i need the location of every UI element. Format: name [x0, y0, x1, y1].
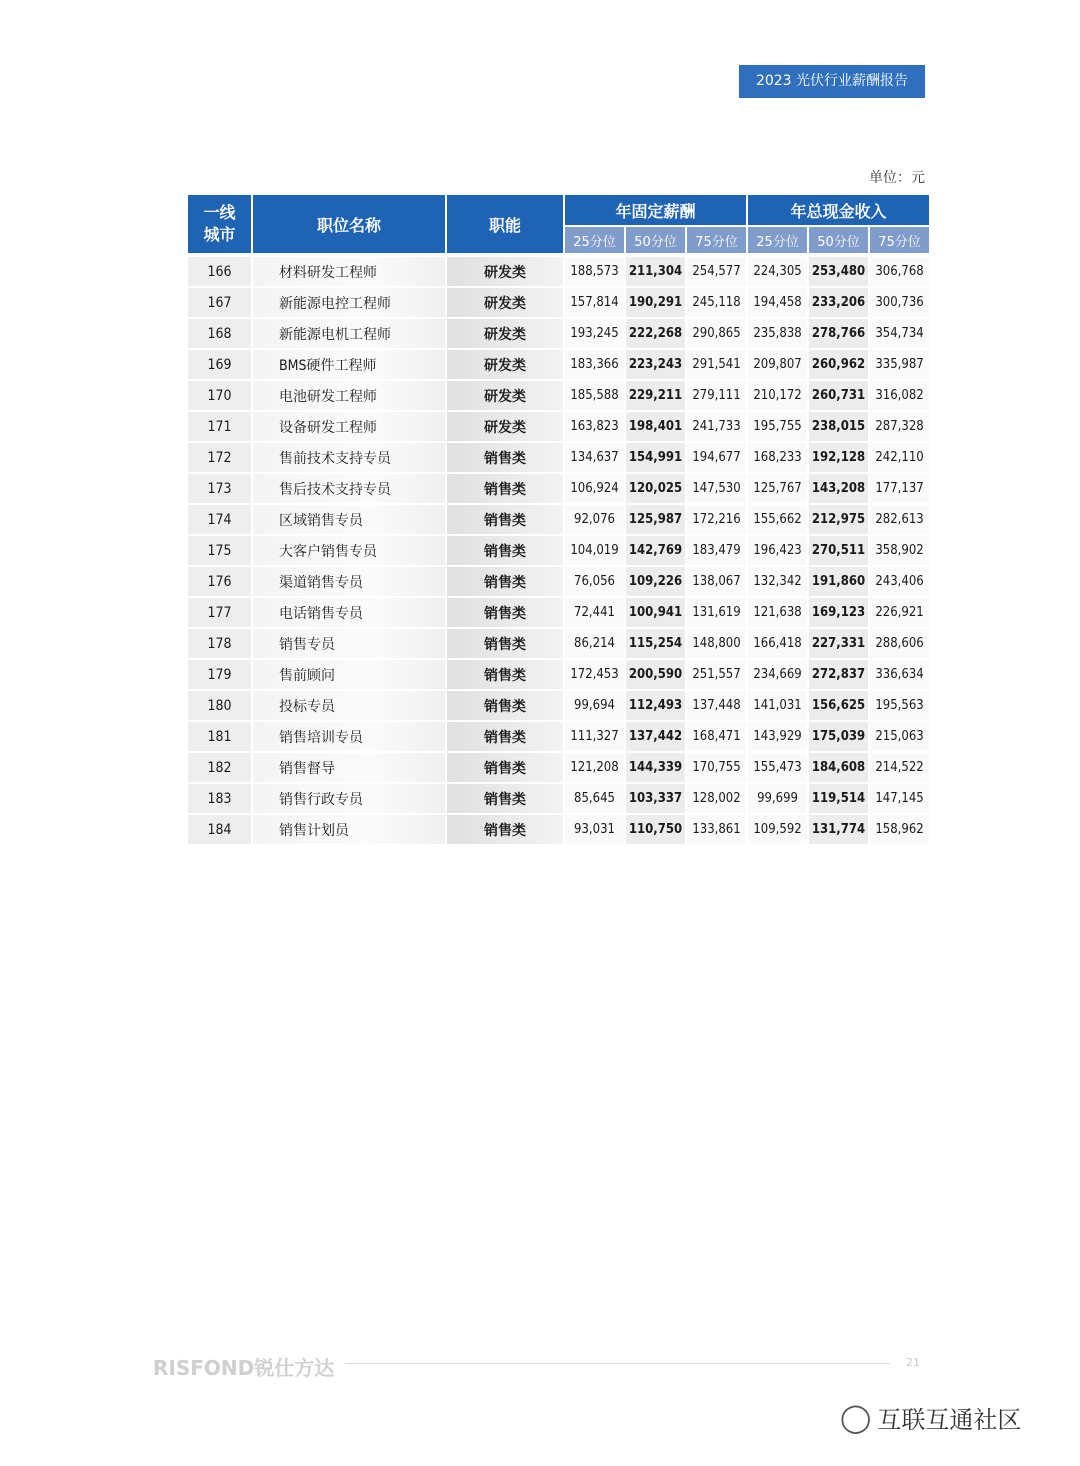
table-row — [188, 443, 929, 474]
cell-function: 销售类 — [447, 536, 563, 567]
cell-total-p50: 270,511 — [809, 536, 868, 567]
cell-job-title: 投标专员 — [253, 691, 445, 722]
table-row — [188, 319, 929, 350]
cell-total-p50: 191,860 — [809, 567, 868, 598]
cell-city-no: 170 — [188, 381, 251, 412]
cell-total-p50: 238,015 — [809, 412, 868, 443]
wechat-icon: ◯ — [840, 1401, 872, 1434]
cell-fixed-p50: 198,401 — [626, 412, 685, 443]
cell-total-p25: 166,418 — [748, 629, 807, 660]
cell-function: 研发类 — [447, 319, 563, 350]
unit-label: 单位：元 — [869, 170, 925, 186]
cell-total-p75: 288,606 — [870, 629, 929, 660]
cell-function: 销售类 — [447, 691, 563, 722]
watermark — [840, 1400, 1021, 1435]
cell-fixed-p75: 254,577 — [687, 253, 746, 288]
table-row — [188, 660, 929, 691]
cell-total-p75: 358,902 — [870, 536, 929, 567]
cell-job-title: 大客户销售专员 — [253, 536, 445, 567]
cell-city-no: 166 — [188, 253, 251, 288]
table-row — [188, 629, 929, 660]
cell-function: 研发类 — [447, 253, 563, 288]
cell-fixed-p25: 193,245 — [565, 319, 624, 350]
watermark-text: 互联互通社区 — [877, 1406, 1022, 1434]
cell-city-no: 175 — [188, 536, 251, 567]
cell-fixed-p50: 125,987 — [626, 505, 685, 536]
cell-total-p75: 158,962 — [870, 815, 929, 846]
cell-fixed-p50: 110,750 — [626, 815, 685, 846]
header-total-p25: 25分位 — [748, 227, 807, 253]
cell-city-no: 177 — [188, 598, 251, 629]
header-fixed-p25: 25分位 — [565, 227, 624, 253]
cell-fixed-p75: 172,216 — [687, 505, 746, 536]
cell-fixed-p75: 241,733 — [687, 412, 746, 443]
cell-total-p25: 194,458 — [748, 288, 807, 319]
cell-job-title: 新能源电控工程师 — [253, 288, 445, 319]
cell-total-p50: 253,480 — [809, 253, 868, 288]
cell-job-title: 新能源电机工程师 — [253, 319, 445, 350]
cell-total-p75: 226,921 — [870, 598, 929, 629]
table-row — [188, 381, 929, 412]
cell-fixed-p50: 109,226 — [626, 567, 685, 598]
header-city: 一线 城市 — [188, 195, 251, 253]
cell-fixed-p75: 170,755 — [687, 753, 746, 784]
cell-city-no: 172 — [188, 443, 251, 474]
cell-total-p75: 300,736 — [870, 288, 929, 319]
cell-total-p25: 168,233 — [748, 443, 807, 474]
cell-total-p25: 155,662 — [748, 505, 807, 536]
cell-fixed-p50: 154,991 — [626, 443, 685, 474]
cell-fixed-p75: 128,002 — [687, 784, 746, 815]
table-body — [188, 253, 929, 846]
cell-fixed-p25: 72,441 — [565, 598, 624, 629]
cell-total-p50: 260,962 — [809, 350, 868, 381]
cell-total-p75: 336,634 — [870, 660, 929, 691]
header-function: 职能 — [447, 195, 563, 253]
cell-total-p75: 243,406 — [870, 567, 929, 598]
cell-city-no: 167 — [188, 288, 251, 319]
cell-total-p25: 99,699 — [748, 784, 807, 815]
cell-total-p50: 175,039 — [809, 722, 868, 753]
cell-city-no: 171 — [188, 412, 251, 443]
cell-job-title: 售前技术支持专员 — [253, 443, 445, 474]
cell-job-title: 销售培训专员 — [253, 722, 445, 753]
cell-job-title: 电话销售专员 — [253, 598, 445, 629]
cell-function: 研发类 — [447, 288, 563, 319]
header-total-p75: 75分位 — [870, 227, 929, 253]
table-row — [188, 722, 929, 753]
cell-total-p75: 242,110 — [870, 443, 929, 474]
cell-fixed-p75: 148,800 — [687, 629, 746, 660]
cell-function: 研发类 — [447, 350, 563, 381]
header-total-cash: 年总现金收入 — [748, 195, 929, 227]
cell-total-p50: 260,731 — [809, 381, 868, 412]
cell-fixed-p50: 223,243 — [626, 350, 685, 381]
cell-fixed-p50: 120,025 — [626, 474, 685, 505]
cell-function: 销售类 — [447, 443, 563, 474]
cell-fixed-p50: 115,254 — [626, 629, 685, 660]
cell-total-p75: 354,734 — [870, 319, 929, 350]
cell-total-p25: 155,473 — [748, 753, 807, 784]
cell-total-p25: 132,342 — [748, 567, 807, 598]
cell-job-title: 销售专员 — [253, 629, 445, 660]
table-row — [188, 350, 929, 381]
cell-fixed-p25: 99,694 — [565, 691, 624, 722]
cell-function: 销售类 — [447, 753, 563, 784]
cell-fixed-p25: 111,327 — [565, 722, 624, 753]
cell-function: 销售类 — [447, 815, 563, 846]
cell-total-p75: 177,137 — [870, 474, 929, 505]
cell-total-p50: 233,206 — [809, 288, 868, 319]
footer-divider — [345, 1363, 890, 1364]
table-row — [188, 536, 929, 567]
cell-fixed-p75: 183,479 — [687, 536, 746, 567]
cell-job-title: 销售督导 — [253, 753, 445, 784]
cell-total-p25: 235,838 — [748, 319, 807, 350]
table-row — [188, 288, 929, 319]
cell-total-p75: 214,522 — [870, 753, 929, 784]
table-row — [188, 253, 929, 288]
cell-function: 研发类 — [447, 381, 563, 412]
cell-function: 销售类 — [447, 567, 563, 598]
cell-function: 销售类 — [447, 474, 563, 505]
cell-fixed-p25: 92,076 — [565, 505, 624, 536]
cell-city-no: 180 — [188, 691, 251, 722]
cell-total-p50: 169,123 — [809, 598, 868, 629]
cell-total-p50: 227,331 — [809, 629, 868, 660]
cell-fixed-p25: 172,453 — [565, 660, 624, 691]
cell-total-p75: 147,145 — [870, 784, 929, 815]
cell-fixed-p75: 133,861 — [687, 815, 746, 846]
cell-job-title: BMS硬件工程师 — [253, 350, 445, 381]
cell-job-title: 售后技术支持专员 — [253, 474, 445, 505]
cell-fixed-p50: 137,442 — [626, 722, 685, 753]
cell-total-p75: 215,063 — [870, 722, 929, 753]
cell-function: 销售类 — [447, 629, 563, 660]
cell-city-no: 176 — [188, 567, 251, 598]
cell-total-p50: 119,514 — [809, 784, 868, 815]
cell-job-title: 渠道销售专员 — [253, 567, 445, 598]
cell-total-p50: 278,766 — [809, 319, 868, 350]
cell-total-p25: 210,172 — [748, 381, 807, 412]
cell-job-title: 材料研发工程师 — [253, 253, 445, 288]
table-row — [188, 567, 929, 598]
cell-function: 销售类 — [447, 722, 563, 753]
cell-city-no: 182 — [188, 753, 251, 784]
cell-fixed-p75: 251,557 — [687, 660, 746, 691]
cell-city-no: 179 — [188, 660, 251, 691]
cell-fixed-p75: 138,067 — [687, 567, 746, 598]
cell-city-no: 174 — [188, 505, 251, 536]
table-row — [188, 412, 929, 443]
cell-fixed-p75: 279,111 — [687, 381, 746, 412]
cell-total-p25: 224,305 — [748, 253, 807, 288]
cell-total-p25: 196,423 — [748, 536, 807, 567]
cell-fixed-p25: 188,573 — [565, 253, 624, 288]
table-row — [188, 784, 929, 815]
cell-fixed-p25: 93,031 — [565, 815, 624, 846]
cell-fixed-p25: 76,056 — [565, 567, 624, 598]
cell-fixed-p25: 106,924 — [565, 474, 624, 505]
header-job-title: 职位名称 — [253, 195, 445, 253]
cell-fixed-p25: 86,214 — [565, 629, 624, 660]
cell-fixed-p75: 168,471 — [687, 722, 746, 753]
cell-total-p50: 192,128 — [809, 443, 868, 474]
cell-fixed-p25: 163,823 — [565, 412, 624, 443]
page-number: 21 — [906, 1356, 920, 1369]
table-row — [188, 815, 929, 846]
cell-total-p25: 209,807 — [748, 350, 807, 381]
cell-job-title: 售前顾问 — [253, 660, 445, 691]
cell-total-p50: 212,975 — [809, 505, 868, 536]
cell-fixed-p50: 103,337 — [626, 784, 685, 815]
header-total-p50: 50分位 — [809, 227, 868, 253]
cell-total-p75: 195,563 — [870, 691, 929, 722]
cell-function: 销售类 — [447, 505, 563, 536]
cell-city-no: 183 — [188, 784, 251, 815]
cell-city-no: 178 — [188, 629, 251, 660]
cell-fixed-p50: 229,211 — [626, 381, 685, 412]
header-fixed-salary: 年固定薪酬 — [565, 195, 746, 227]
cell-total-p75: 335,987 — [870, 350, 929, 381]
cell-fixed-p50: 142,769 — [626, 536, 685, 567]
cell-fixed-p25: 183,366 — [565, 350, 624, 381]
cell-fixed-p75: 131,619 — [687, 598, 746, 629]
cell-total-p75: 316,082 — [870, 381, 929, 412]
cell-job-title: 电池研发工程师 — [253, 381, 445, 412]
cell-fixed-p25: 121,208 — [565, 753, 624, 784]
cell-total-p25: 125,767 — [748, 474, 807, 505]
cell-total-p25: 141,031 — [748, 691, 807, 722]
cell-fixed-p75: 194,677 — [687, 443, 746, 474]
cell-fixed-p50: 211,304 — [626, 253, 685, 288]
cell-fixed-p25: 104,019 — [565, 536, 624, 567]
cell-total-p25: 195,755 — [748, 412, 807, 443]
cell-total-p50: 184,608 — [809, 753, 868, 784]
cell-job-title: 设备研发工程师 — [253, 412, 445, 443]
cell-fixed-p75: 291,541 — [687, 350, 746, 381]
cell-total-p50: 272,837 — [809, 660, 868, 691]
cell-city-no: 169 — [188, 350, 251, 381]
cell-fixed-p50: 144,339 — [626, 753, 685, 784]
cell-function: 销售类 — [447, 784, 563, 815]
cell-job-title: 销售计划员 — [253, 815, 445, 846]
cell-fixed-p25: 85,645 — [565, 784, 624, 815]
cell-total-p25: 143,929 — [748, 722, 807, 753]
header-fixed-p50: 50分位 — [626, 227, 685, 253]
cell-job-title: 区域销售专员 — [253, 505, 445, 536]
report-title-tag: 2023 光伏行业薪酬报告 — [739, 65, 925, 98]
cell-city-no: 168 — [188, 319, 251, 350]
cell-function: 销售类 — [447, 660, 563, 691]
cell-fixed-p75: 137,448 — [687, 691, 746, 722]
cell-job-title: 销售行政专员 — [253, 784, 445, 815]
cell-fixed-p25: 134,637 — [565, 443, 624, 474]
cell-total-p50: 131,774 — [809, 815, 868, 846]
cell-fixed-p75: 290,865 — [687, 319, 746, 350]
cell-fixed-p50: 190,291 — [626, 288, 685, 319]
cell-total-p75: 287,328 — [870, 412, 929, 443]
company-logo: RISFOND锐仕方达 — [153, 1356, 335, 1380]
header-fixed-p75: 75分位 — [687, 227, 746, 253]
cell-fixed-p75: 245,118 — [687, 288, 746, 319]
cell-function: 研发类 — [447, 412, 563, 443]
cell-city-no: 181 — [188, 722, 251, 753]
cell-fixed-p25: 157,814 — [565, 288, 624, 319]
cell-fixed-p50: 200,590 — [626, 660, 685, 691]
table-row — [188, 505, 929, 536]
table-row — [188, 474, 929, 505]
cell-city-no: 173 — [188, 474, 251, 505]
salary-table — [186, 195, 931, 846]
cell-fixed-p75: 147,530 — [687, 474, 746, 505]
cell-total-p50: 143,208 — [809, 474, 868, 505]
cell-total-p75: 282,613 — [870, 505, 929, 536]
cell-city-no: 184 — [188, 815, 251, 846]
table-row — [188, 598, 929, 629]
cell-fixed-p50: 100,941 — [626, 598, 685, 629]
cell-fixed-p25: 185,588 — [565, 381, 624, 412]
cell-total-p50: 156,625 — [809, 691, 868, 722]
table-row — [188, 691, 929, 722]
cell-total-p25: 234,669 — [748, 660, 807, 691]
cell-fixed-p50: 112,493 — [626, 691, 685, 722]
table-row — [188, 753, 929, 784]
cell-function: 销售类 — [447, 598, 563, 629]
cell-fixed-p50: 222,268 — [626, 319, 685, 350]
cell-total-p75: 306,768 — [870, 253, 929, 288]
cell-total-p25: 121,638 — [748, 598, 807, 629]
cell-total-p25: 109,592 — [748, 815, 807, 846]
